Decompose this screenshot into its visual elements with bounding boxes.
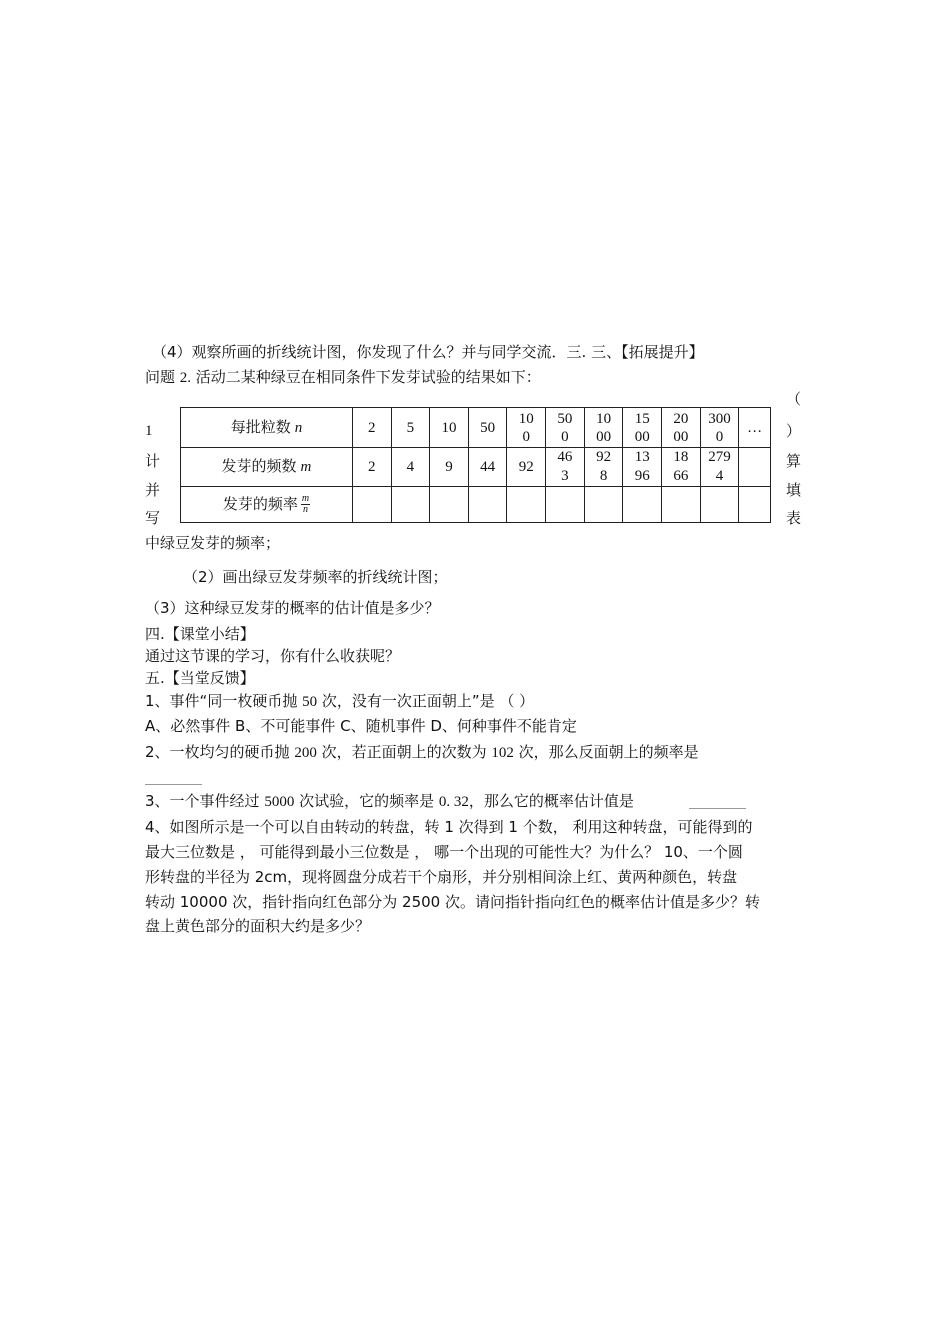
table-cell: 1396 [623,448,662,487]
table-cell: 3000 [700,408,739,448]
side-left-1: 1 [145,423,153,439]
fraction-m-over-n: $\frac{m}{n}$ [301,493,310,515]
table-caption-continued: 中绿豆发芽的频率； [145,534,281,552]
table-cell-empty[interactable] [739,487,771,523]
table-cell-ellipsis: … [739,408,771,448]
table-cell: 1000 [584,408,623,448]
table-cell-empty[interactable] [468,487,507,523]
feedback-q4-line4: 转动 10000 次，指针指向红色部分为 2500 次。请问指针指向红色的概率估计值是多少？转 [145,893,760,911]
side-left-4: 写 [145,509,161,527]
row-label-batch: 每批粒数 n [181,408,353,448]
problem-2-intro [145,366,541,389]
table-cell: 2 [352,408,391,448]
table-cell: 1500 [623,408,662,448]
feedback-q4-line1: 4、如图所示是一个可以自由转动的转盘，转 1 次得到 1 个数， 利用这种转盘，可能得到的 [145,818,753,836]
question-3-estimate: （3）这种绿豆发芽的概率的估计值是多少？ [145,599,440,617]
answer-blank-q2[interactable] [145,784,202,785]
table-cell-empty[interactable] [623,487,662,523]
side-right-5: 表 [786,509,802,527]
feedback-q1-options: A、必然事件 B、不可能事件 C、随机事件 D、何种事件不能肯定 [145,717,577,735]
row-germinated [181,448,771,487]
row-batch-size [181,408,771,448]
table-cell: 2000 [662,408,701,448]
table-cell-empty[interactable] [430,487,469,523]
section-5-heading: 五.【当堂反馈】 [145,669,255,687]
feedback-q1: 1、事件“同一枚硬币抛 50 次，没有一次正面朝上”是 （ ） [145,692,535,710]
row-frequency [181,487,771,523]
side-right-3: 算 [786,452,802,470]
problem-text: 活动二某种绿豆在相同条件下发芽试验的结果如下： [191,368,541,386]
table-cell: 2794 [700,448,739,487]
feedback-q4-line5: 盘上黄色部分的面积大约是多少？ [145,917,371,935]
table-cell: 4 [391,448,430,487]
question-4-observe: （4）观察所画的折线统计图，你发现了什么？并与同学交流．三. 三、【拓展提升】 [152,343,704,361]
table-cell-empty[interactable] [507,487,546,523]
feedback-q2: 2、一枚均匀的硬币抛 200 次，若正面朝上的次数为 102 次，那么反面朝上的频率是 [145,743,699,761]
feedback-q4-line2: 最大三位数是 ， 可能得到最小三位数是 ， 哪一个出现的可能性大？为什么？ 10、一个圆 [145,843,743,861]
section-4-heading: 四.【课堂小结】 [145,625,255,643]
table-cell: 10 [430,408,469,448]
var-n: n [294,419,303,436]
table-cell: 500 [546,408,585,448]
problem-number: 2. [179,370,192,386]
germination-table [180,407,771,523]
table-cell: 44 [468,448,507,487]
table-cell-empty[interactable] [662,487,701,523]
table-cell-empty[interactable] [700,487,739,523]
var-m: m [300,459,312,475]
side-right-4: 填 [786,481,802,499]
table-cell: 463 [546,448,585,487]
side-left-3: 并 [145,481,161,499]
table-cell: 100 [507,408,546,448]
table-cell-empty[interactable] [546,487,585,523]
table-cell: 9 [430,448,469,487]
row-label-frequency: 发芽的频率 $\frac{m}{n}$ [181,487,353,523]
side-right-2: ） [786,422,802,440]
table-cell-empty[interactable] [352,487,391,523]
table-cell-empty[interactable] [391,487,430,523]
problem-prefix: 问题 [145,368,180,386]
table-cell: 1866 [662,448,701,487]
feedback-q4-line3: 形转盘的半径为 2cm，现将圆盘分成若干个扇形，并分别相间涂上红、黄两种颜色，转盘 [145,868,738,886]
table-cell [739,448,771,487]
table-cell: 928 [584,448,623,487]
table-cell: 50 [468,408,507,448]
side-right-1: （ [786,390,802,408]
table-cell: 2 [352,448,391,487]
row-label-germinated: 发芽的频数 m [181,448,353,487]
table-cell: 5 [391,408,430,448]
table-cell: 92 [507,448,546,487]
answer-blank-q3[interactable] [689,808,746,809]
side-left-2: 计 [145,452,161,470]
summary-question: 通过这节课的学习，你有什么收获呢？ [145,647,401,665]
table-cell-empty[interactable] [584,487,623,523]
feedback-q3: 3、一个事件经过 5000 次试验，它的频率是 0. 32，那么它的概率估计值是 [145,792,634,810]
question-2-draw: （2）画出绿豆发芽频率的折线统计图； [183,568,448,586]
